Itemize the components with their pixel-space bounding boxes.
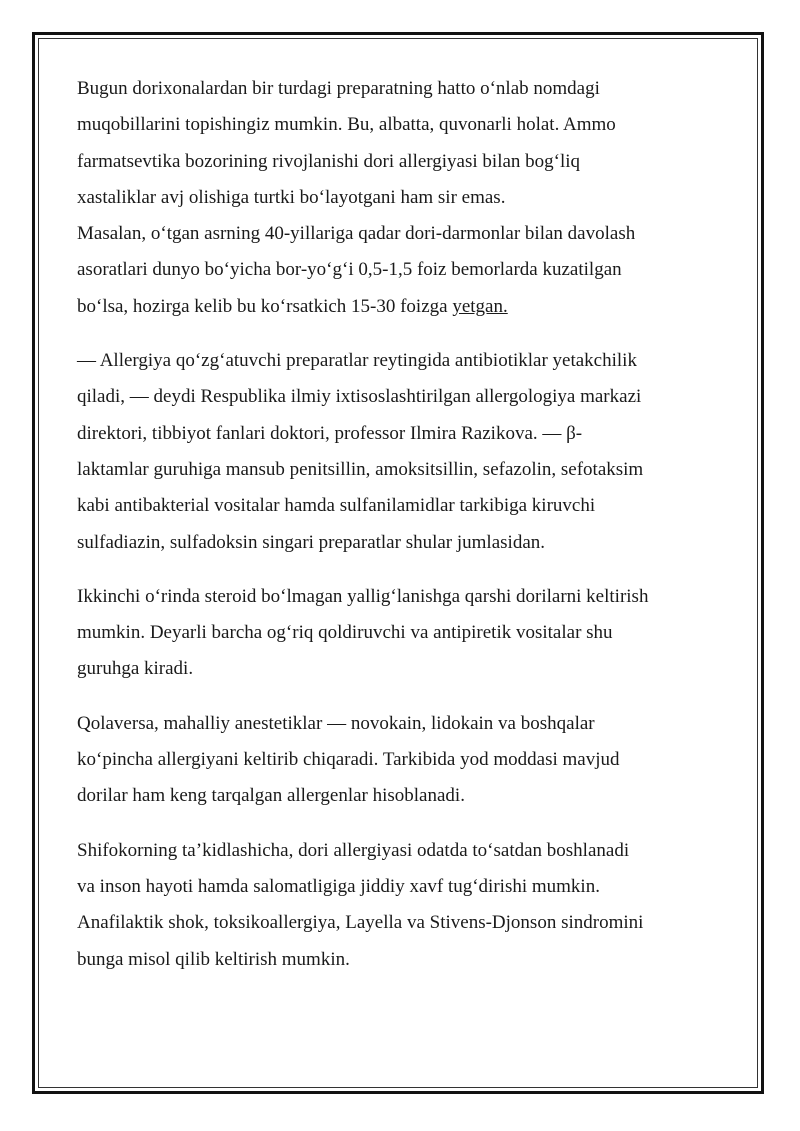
text-line-with-link bbox=[77, 289, 727, 325]
text-line: direktori, tibbiyot fanlari doktori, professor Ilmira Razikova. — β- bbox=[77, 422, 583, 444]
paragraph-nsaids bbox=[77, 579, 727, 688]
paragraph-statistics bbox=[77, 216, 727, 325]
text-line: ko‘pincha allergiyani keltirib chiqaradi. Tarkibida yod moddasi mavjud bbox=[77, 749, 620, 771]
text-line: Ikkinchi o‘rinda steroid bo‘lmagan yallig‘lanishga qarshi dorilarni keltirish bbox=[77, 585, 649, 607]
source-link[interactable]: yetgan. bbox=[452, 295, 508, 317]
text-segment: bo‘lsa, hozirga kelib bu ko‘rsatkich 15-30 foizga bbox=[77, 295, 453, 317]
paragraph-conclusion bbox=[77, 833, 727, 978]
text-line: Anafilaktik shok, toksikoallergiya, Layella va Stivens-Djonson sindromini bbox=[77, 912, 644, 934]
text-line: sulfadiazin, sulfadoksin singari preparatlar shular jumlasidan. bbox=[77, 531, 546, 553]
text-line: — Allergiya qo‘zg‘atuvchi preparatlar reytingida antibiotiklar yetakchilik bbox=[77, 350, 637, 372]
text-line: farmatsevtika bozorining rivojlanishi dori allergiyasi bilan bog‘liq bbox=[77, 150, 581, 172]
text-line: va inson hayoti hamda salomatligiga jiddiy xavf tug‘dirishi mumkin. bbox=[77, 875, 600, 897]
text-line: Masalan, o‘tgan asrning 40-yillariga qadar dori-darmonlar bilan davolash bbox=[77, 223, 636, 245]
text-line: muqobillarini topishingiz mumkin. Bu, albatta, quvonarli holat. Ammo bbox=[77, 114, 616, 136]
text-line: bunga misol qilib keltirish mumkin. bbox=[77, 948, 350, 970]
text-line: kabi antibakterial vositalar hamda sulfanilamidlar tarkibiga kiruvchi bbox=[77, 495, 596, 517]
text-line: laktamlar guruhiga mansub penitsillin, amoksitsillin, sefazolin, sefotaksim bbox=[77, 458, 644, 480]
paragraph-quote bbox=[77, 343, 727, 561]
text-line: Bugun dorixonalardan bir turdagi preparatning hatto o‘nlab nomdagi bbox=[77, 78, 600, 99]
text-line: xastaliklar avj olishiga turtki bo‘layotgani ham sir emas. bbox=[77, 186, 506, 208]
document-body bbox=[77, 71, 727, 996]
text-line: Qolaversa, mahalliy anestetiklar — novokain, lidokain va boshqalar bbox=[77, 712, 595, 734]
text-line: dorilar ham keng tarqalgan allergenlar hisoblanadi. bbox=[77, 785, 465, 807]
text-line: asoratlari dunyo bo‘yicha bor-yo‘g‘i 0,5-1,5 foiz bemorlarda kuzatilgan bbox=[77, 259, 622, 281]
paragraph-intro bbox=[77, 71, 727, 216]
text-line: qiladi, — deydi Respublika ilmiy ixtisoslashtirilgan allergologiya markazi bbox=[77, 386, 642, 408]
text-line: Shifokorning ta’kidlashicha, dori allergiyasi odatda to‘satdan boshlanadi bbox=[77, 839, 630, 861]
text-line: mumkin. Deyarli barcha og‘riq qoldiruvchi va antipiretik vositalar shu bbox=[77, 622, 613, 644]
paragraph-anesthetics bbox=[77, 706, 727, 815]
text-line: guruhga kiradi. bbox=[77, 658, 194, 680]
